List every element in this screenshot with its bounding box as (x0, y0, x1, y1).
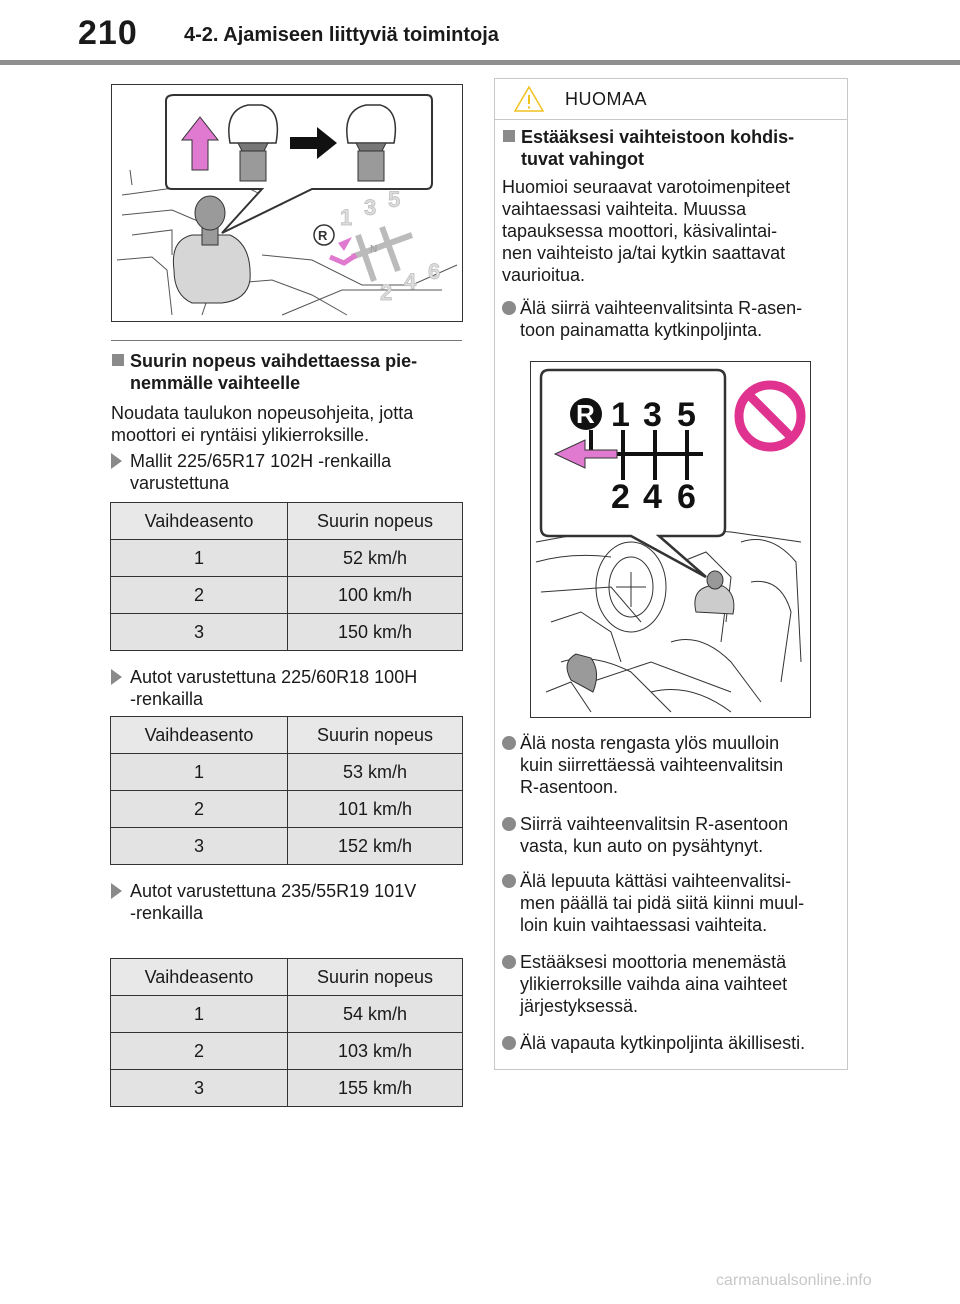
section-label-3: Autot varustettuna 235/55R19 101V -renkailla (111, 880, 416, 924)
column-header: Vaihdeasento (111, 503, 288, 540)
column-header: Vaihdeasento (111, 717, 288, 754)
triangle-bullet-icon (111, 883, 122, 899)
svg-text:5: 5 (677, 396, 696, 434)
svg-text:1: 1 (340, 205, 353, 230)
circle-bullet-icon (502, 874, 516, 888)
prohibited-icon (739, 385, 801, 447)
table-row: 3 152 km/h (111, 828, 463, 865)
section-label-1: Mallit 225/65R17 102H -renkailla varustettuna (111, 450, 391, 494)
column-header: Suurin nopeus (288, 503, 463, 540)
circle-bullet-icon (502, 301, 516, 315)
svg-text:3: 3 (643, 396, 662, 434)
note-intro: Huomioi seuraavat varotoimenpiteet vaihtaessasi vaihteita. Muussa tapauksessa moottori, käsivalintai- nen vaihteisto ja/tai kytkin saattavat vaurioitua. (502, 177, 791, 285)
speed-table-3 (110, 958, 463, 1107)
svg-text:6: 6 (677, 478, 696, 516)
note-bullet-4: Älä lepuuta kättäsi vaihteenvalitsi- men päällä tai pidä siitä kiinni muul- loin kuin vaihtaessasi vaihteita. (520, 871, 805, 935)
note-title: HUOMAA (565, 89, 648, 109)
triangle-bullet-icon (111, 453, 122, 469)
svg-text:2: 2 (611, 478, 630, 516)
section-title: 4-2. Ajamiseen liittyviä toimintoja (184, 24, 499, 46)
page-header (0, 0, 960, 62)
divider (111, 340, 462, 341)
speed-table-2 (110, 716, 463, 865)
column-header: Vaihdeasento (111, 959, 288, 996)
note-heading: Estääksesi vaihteistoon kohdis- tuvat vahingot (503, 126, 794, 170)
svg-text:R: R (576, 399, 595, 429)
watermark: carmanualsonline.info (716, 1272, 872, 1289)
section-label-2: Autot varustettuna 225/60R18 100H -renkailla (111, 666, 417, 710)
note-header (495, 79, 847, 120)
circle-bullet-icon (502, 817, 516, 831)
table-row: 1 52 km/h (111, 540, 463, 577)
note-bullet-5: Estääksesi moottoria menemästä ylikierroksille vaihda aina vaihteet järjestyksessä. (520, 952, 788, 1016)
svg-text:4: 4 (404, 269, 417, 294)
square-bullet-icon (503, 130, 515, 142)
shift-knob-icon (695, 571, 734, 614)
svg-text:4: 4 (643, 478, 662, 516)
shift-knob-icon (173, 196, 250, 303)
speed-heading: Suurin nopeus vaihdettaessa pie- nemmälle vaihteelle (112, 350, 417, 394)
triangle-bullet-icon (111, 669, 122, 685)
table-row: 2 103 km/h (111, 1033, 463, 1070)
svg-text:6: 6 (428, 259, 441, 284)
column-header: Suurin nopeus (288, 959, 463, 996)
header-divider (0, 60, 960, 65)
table-row: 1 53 km/h (111, 754, 463, 791)
square-bullet-icon (112, 354, 124, 366)
speed-table-1 (110, 502, 463, 651)
reverse-shift-illustration (530, 361, 811, 718)
svg-text:N: N (370, 244, 378, 255)
note-bullet-1: Älä siirrä vaihteenvalitsinta R-asen- toon painamatta kytkinpoljinta. (520, 298, 803, 340)
table-row: 2 101 km/h (111, 791, 463, 828)
svg-text:3: 3 (364, 195, 377, 220)
circle-bullet-icon (502, 955, 516, 969)
circle-bullet-icon (502, 1036, 516, 1050)
table-row: 1 54 km/h (111, 996, 463, 1033)
svg-text:1: 1 (611, 396, 630, 434)
svg-text:2: 2 (380, 280, 393, 305)
warning-icon (513, 85, 545, 113)
note-bullet-3: Siirrä vaihteenvalitsin R-asentoon vasta, kun auto on pysähtynyt. (520, 814, 789, 856)
svg-text:5: 5 (388, 187, 401, 212)
gear-knob-illustration (111, 84, 463, 322)
circle-bullet-icon (502, 736, 516, 750)
table-row: 2 100 km/h (111, 577, 463, 614)
page-number: 210 (78, 14, 138, 52)
svg-text:R: R (318, 228, 328, 243)
table-row: 3 150 km/h (111, 614, 463, 651)
table-row: 3 155 km/h (111, 1070, 463, 1107)
note-bullet-2: Älä nosta rengasta ylös muulloin kuin siirrettäessä vaihteenvalitsin R-asentoon. (520, 733, 784, 797)
note-bullet-6: Älä vapauta kytkinpoljinta äkillisesti. (520, 1033, 806, 1053)
column-header: Suurin nopeus (288, 717, 463, 754)
speed-intro: Noudata taulukon nopeusohjeita, jotta moottori ei ryntäisi ylikierroksille. (111, 403, 414, 445)
